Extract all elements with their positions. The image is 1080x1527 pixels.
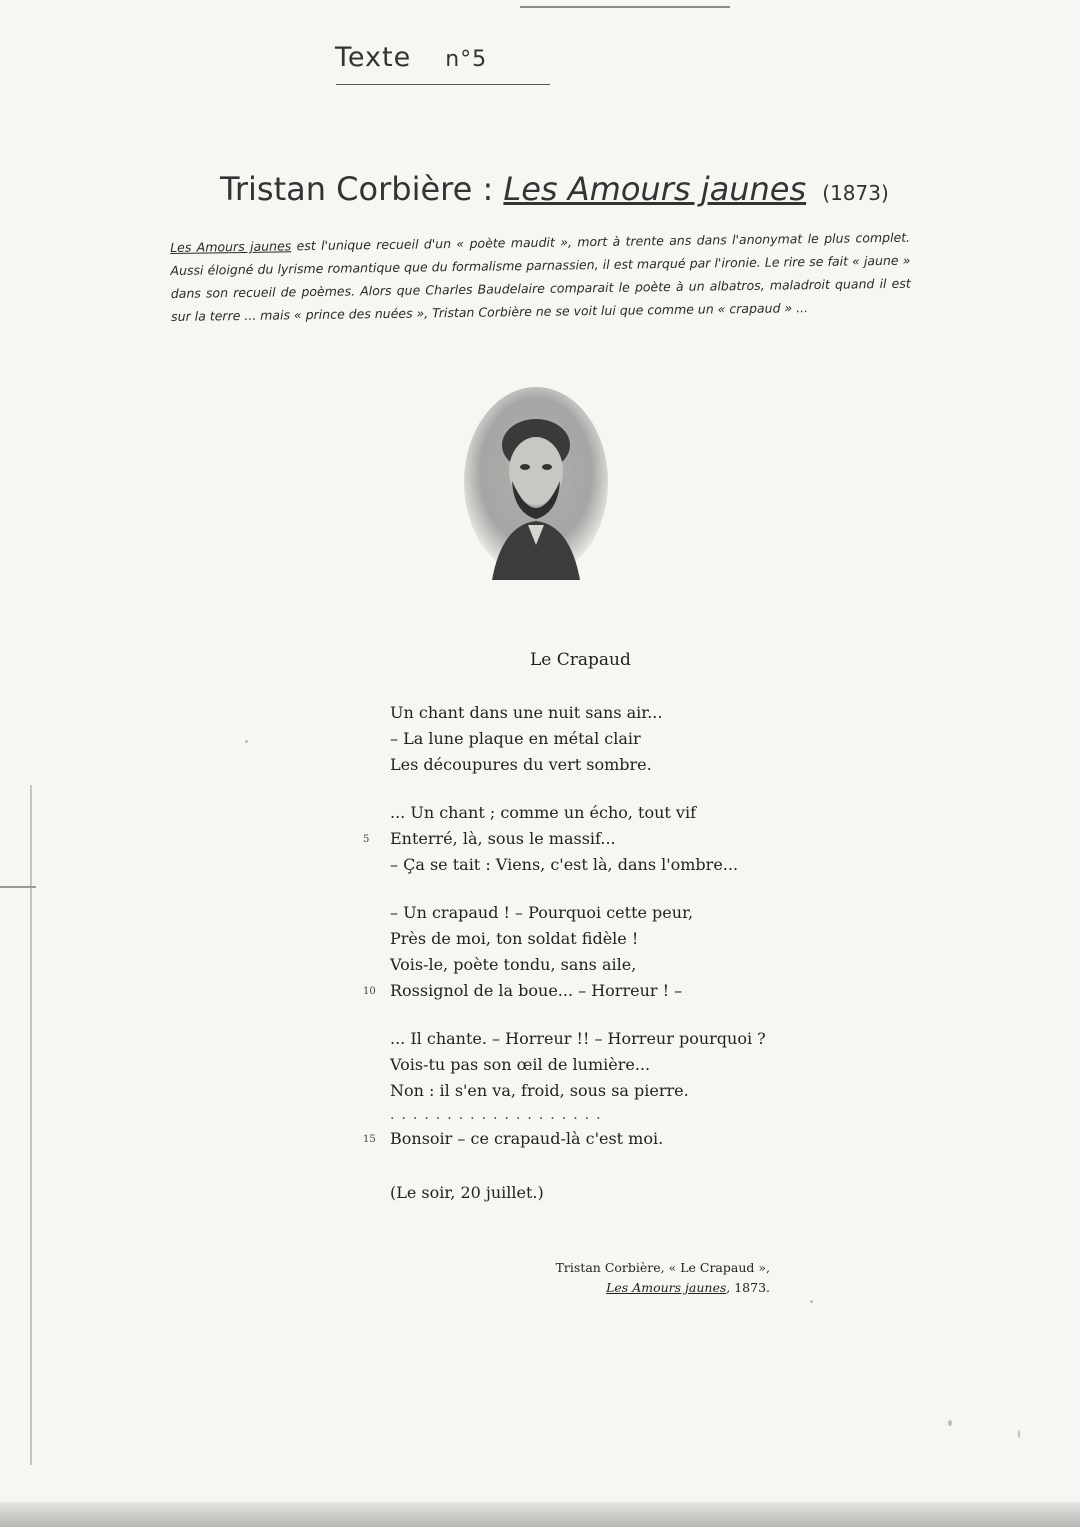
stanza xyxy=(390,1026,766,1104)
poem-line: – La lune plaque en métal clair xyxy=(390,729,641,748)
poem-body xyxy=(363,700,766,1206)
scan-artifact-top xyxy=(520,6,730,8)
credit-year: , 1873. xyxy=(726,1280,770,1295)
scan-artifact-bottom xyxy=(0,1502,1080,1527)
source-credit xyxy=(548,1258,770,1298)
poem-line: Les découpures du vert sombre. xyxy=(390,755,652,774)
handwritten-heading xyxy=(335,42,487,73)
poem-line: – Un crapaud ! – Pourquoi cette peur, xyxy=(390,903,694,922)
poem-line: 10 Rossignol de la boue... – Horreur ! – xyxy=(390,978,766,1004)
line-number: 5 xyxy=(363,834,370,845)
handwritten-label: Texte xyxy=(335,42,412,73)
scan-speck xyxy=(1018,1430,1020,1438)
scan-artifact-tick xyxy=(0,886,36,888)
title-author: Tristan Corbière : xyxy=(220,170,494,208)
stanza xyxy=(390,700,766,778)
poem-title: Le Crapaud xyxy=(530,650,631,670)
title-year: (1873) xyxy=(822,181,889,205)
handwritten-underline xyxy=(336,84,550,85)
scan-speck xyxy=(245,740,248,743)
poem-line: ... Il chante. – Horreur !! – Horreur pourquoi ? xyxy=(390,1029,766,1048)
line-number: 15 xyxy=(363,1134,376,1145)
poem-line: Vois-le, poète tondu, sans aile, xyxy=(390,955,637,974)
credit-work-line xyxy=(548,1278,770,1298)
poem-line: Non : il s'en va, froid, sous sa pierre. xyxy=(390,1081,689,1100)
poem-date: (Le soir, 20 juillet.) xyxy=(390,1183,544,1202)
handwritten-number: n°5 xyxy=(445,47,488,72)
author-portrait-image xyxy=(462,385,610,580)
scan-speck xyxy=(948,1420,952,1426)
line-number: 10 xyxy=(363,986,376,997)
poem-line: Un chant dans une nuit sans air... xyxy=(390,703,663,722)
stanza xyxy=(363,800,766,878)
poem-line: Près de moi, ton soldat fidèle ! xyxy=(390,929,639,948)
ellipsis-dots: ................... xyxy=(390,1107,608,1123)
intro-text: est l'unique recueil d'un « poète maudit », mort à trente ans dans l'anonymat le plus complet. Aussi éloigné du lyrisme romantique que du formalisme parnassien, il est marqué par l'ironie. Le rire se fait « jaune » dans son recueil de poèmes. Alors que Charles Baudelaire comparait le poète à un albatros, maladroit quand il est sur la terre ... mais « prince des nuées », Tristan Corbière ne se voit lui que comme un « crapaud » ... xyxy=(170,229,911,324)
poem-line: 5 Enterré, là, sous le massif... xyxy=(390,826,766,852)
credit-line: Tristan Corbière, « Le Crapaud », xyxy=(555,1260,770,1275)
scan-speck xyxy=(810,1300,813,1303)
title-work: Les Amours jaunes xyxy=(503,170,807,208)
poem-line: ... Un chant ; comme un écho, tout vif xyxy=(390,803,697,822)
intro-work: Les Amours jaunes xyxy=(170,238,292,255)
page-title xyxy=(220,170,889,208)
poem-line: 15 Bonsoir – ce crapaud-là c'est moi. xyxy=(390,1126,766,1152)
stanza xyxy=(363,900,766,1004)
intro-paragraph xyxy=(170,226,911,328)
credit-work: Les Amours jaunes xyxy=(606,1280,727,1295)
poem-line: – Ça se tait : Viens, c'est là, dans l'ombre... xyxy=(390,855,739,874)
poem-line: Vois-tu pas son œil de lumière... xyxy=(390,1055,651,1074)
